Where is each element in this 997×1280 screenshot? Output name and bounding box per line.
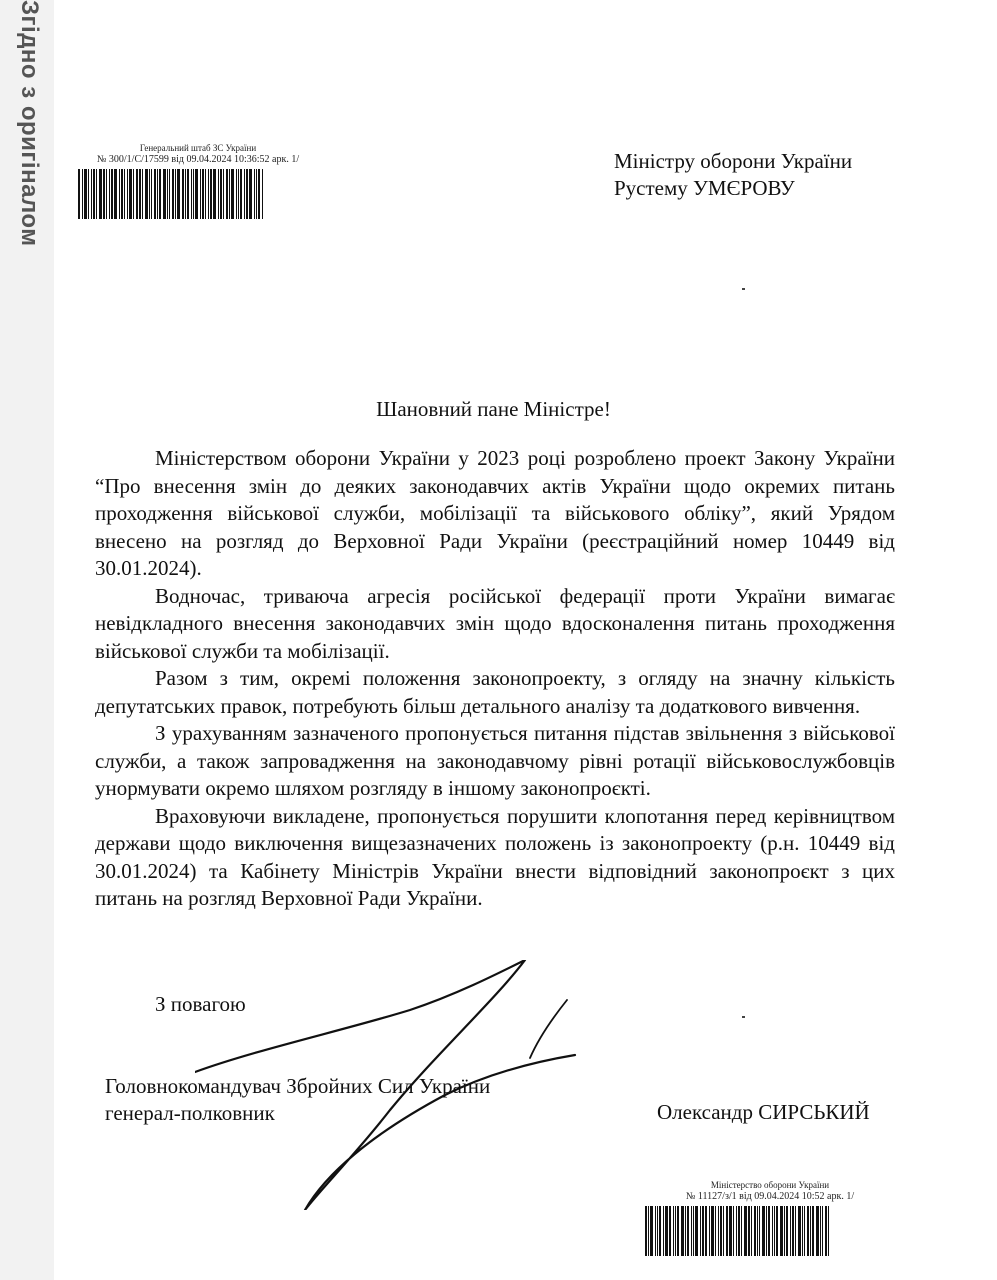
barcode-bar xyxy=(136,169,138,219)
barcode-bar xyxy=(786,1206,788,1256)
barcode-bar xyxy=(751,1206,752,1256)
barcode-bar xyxy=(99,169,102,219)
barcode-bar xyxy=(748,1206,750,1256)
barcode-bar xyxy=(220,169,222,219)
barcode-bar xyxy=(205,169,206,219)
barcode-bar xyxy=(96,169,97,219)
barcode-bar xyxy=(226,169,228,219)
barcode-bar xyxy=(84,169,87,219)
closing-regards: З повагою xyxy=(155,992,246,1016)
barcode-bar xyxy=(709,1206,710,1256)
barcode-icon xyxy=(78,169,318,219)
barcode-bar xyxy=(757,1206,758,1256)
barcode-bar xyxy=(790,1206,791,1256)
barcode-bar xyxy=(798,1206,801,1256)
barcode-bar xyxy=(729,1206,732,1256)
barcode-bar xyxy=(187,169,189,219)
paragraph: З урахуванням зазначеного пропонується питання підстав звільнення з військової служби, а також запровадження на законодавчому рівні ротації військовослужбовців унормувати окремо шляхом розгляду в іншому законопроєкті. xyxy=(95,721,895,800)
speck xyxy=(742,288,745,290)
barcode-bar xyxy=(650,1206,653,1256)
barcode-bar xyxy=(776,1206,778,1256)
signer-position-line-1: Головнокомандувач Збройних Сил України xyxy=(105,1074,491,1098)
speck xyxy=(742,1016,745,1018)
addressee-line-2: Рустему УМЄРОВУ xyxy=(614,176,795,200)
barcode-bar xyxy=(675,1206,676,1256)
barcode-bar xyxy=(804,1206,805,1256)
barcode-bar xyxy=(784,1206,785,1256)
barcode-bar xyxy=(246,169,248,219)
greeting: Шановний пане Міністре! xyxy=(376,397,611,421)
barcode-bar xyxy=(754,1206,756,1256)
barcode-bar xyxy=(218,169,219,219)
barcode-bar xyxy=(695,1206,698,1256)
barcode-bar xyxy=(726,1206,728,1256)
barcode-bar xyxy=(659,1206,661,1256)
barcode-bar xyxy=(665,1206,668,1256)
barcode-bar xyxy=(177,169,180,219)
barcode-bar xyxy=(119,169,120,219)
stamp-org: Генеральний штаб ЗС України xyxy=(139,143,257,153)
barcode-bar xyxy=(133,169,134,219)
barcode-bar xyxy=(167,169,168,219)
barcode-bar xyxy=(240,169,242,219)
letter-body xyxy=(95,445,895,913)
barcode-bar xyxy=(157,169,158,219)
barcode-bar xyxy=(142,169,143,219)
barcode-bar xyxy=(762,1206,765,1256)
barcode-bar xyxy=(711,1206,714,1256)
barcode-bar xyxy=(172,169,174,219)
barcode-bar xyxy=(149,169,150,219)
barcode-bar xyxy=(244,169,245,219)
barcode-bar xyxy=(691,1206,692,1256)
barcode-bar xyxy=(816,1206,819,1256)
barcode-bar xyxy=(229,169,230,219)
barcode-bar xyxy=(645,1206,647,1256)
barcode-bar xyxy=(768,1206,770,1256)
barcode-bar xyxy=(238,169,239,219)
barcode-bar xyxy=(702,1206,704,1256)
barcode-bar xyxy=(685,1206,686,1256)
barcode-bar xyxy=(78,169,80,219)
barcode-bar xyxy=(182,169,184,219)
barcode-bar xyxy=(828,1206,829,1256)
barcode-bar xyxy=(109,169,110,219)
addressee-block xyxy=(614,148,914,202)
barcode-bar xyxy=(669,1206,671,1256)
barcode-bar xyxy=(780,1206,783,1256)
barcode-bar xyxy=(175,169,176,219)
barcode-bar xyxy=(93,169,95,219)
addressee-line-1: Міністру оборони України xyxy=(614,149,853,173)
barcode-bar xyxy=(151,169,152,219)
barcode-bar xyxy=(802,1206,803,1256)
barcode-bar xyxy=(693,1206,694,1256)
barcode-bar xyxy=(127,169,128,219)
barcode-bar xyxy=(163,169,166,219)
registration-stamp-bottom xyxy=(645,1180,895,1256)
barcode-bar xyxy=(700,1206,701,1256)
barcode-bar xyxy=(231,169,234,219)
barcode-bar xyxy=(744,1206,747,1256)
barcode-bar xyxy=(129,169,132,219)
barcode-bar xyxy=(254,169,255,219)
stamp-org: Міністерство оборони України xyxy=(710,1180,830,1190)
barcode-bar xyxy=(185,169,186,219)
barcode-bar xyxy=(202,169,204,219)
barcode-bar xyxy=(741,1206,742,1256)
side-strip xyxy=(0,0,54,1280)
barcode-bar xyxy=(208,169,209,219)
barcode-bar xyxy=(154,169,156,219)
barcode-bar xyxy=(191,169,192,219)
paragraph: Враховуючи викладене, пропонується порушити клопотання перед керівництвом держави щодо виключення вищезазначених положень із законопроекту (р.н. 10449 від 30.01.2024) та Кабінету Міністрів України внести відповідний законопроєкт з цих питань на розгляд Верховної Ради України. xyxy=(95,803,895,910)
barcode-bar xyxy=(200,169,201,219)
handwritten-signature xyxy=(195,960,595,1210)
barcode-bar xyxy=(213,169,216,219)
barcode-bar xyxy=(792,1206,794,1256)
barcode-bar xyxy=(82,169,83,219)
barcode-bar xyxy=(723,1206,724,1256)
barcode-icon xyxy=(645,1206,895,1256)
barcode-bar xyxy=(88,169,89,219)
barcode-bar xyxy=(715,1206,716,1256)
barcode-bar xyxy=(258,169,260,219)
paragraph: Водночас, триваюча агресія російської федерації проти України вимагає невідкладного внесення законодавчих змін щодо вдосконалення питань проходження військової служби та мобілізації. xyxy=(95,583,895,663)
barcode-bar xyxy=(145,169,148,219)
stamp-reg-number: № 300/1/С/17599 від 09.04.2024 10:36:52 арк. 1/ xyxy=(96,154,300,165)
barcode-bar xyxy=(825,1206,827,1256)
barcode-bar xyxy=(648,1206,649,1256)
barcode-bar xyxy=(759,1206,760,1256)
barcode-bar xyxy=(249,169,252,219)
barcode-bar xyxy=(812,1206,814,1256)
barcode-bar xyxy=(673,1206,674,1256)
barcode-bar xyxy=(106,169,107,219)
barcode-bar xyxy=(159,169,161,219)
barcode-bar xyxy=(736,1206,737,1256)
barcode-bar xyxy=(720,1206,722,1256)
barcode-bar xyxy=(766,1206,767,1256)
barcode-bar xyxy=(738,1206,740,1256)
barcode-bar xyxy=(657,1206,658,1256)
barcode-bar xyxy=(193,169,194,219)
barcode-bar xyxy=(705,1206,707,1256)
paragraph: Міністерством оборони України у 2023 році розроблено проект Закону України “Про внесення змін до деяких законодавчих актів України щодо окремих питань проходження військової служби, мобілізації та військового обліку”, який Урядом внесено на розгляд до Верховної Ради України (реєстраційний номер 10449 від 30.01.2024). xyxy=(95,446,895,580)
barcode-bar xyxy=(795,1206,796,1256)
barcode-bar xyxy=(733,1206,734,1256)
barcode-bar xyxy=(103,169,105,219)
barcode-bar xyxy=(111,169,113,219)
barcode-bar xyxy=(810,1206,811,1256)
registration-stamp-top xyxy=(78,143,318,219)
barcode-bar xyxy=(681,1206,684,1256)
barcode-bar xyxy=(121,169,123,219)
stamp-reg-number: № 11127/з/1 від 09.04.2024 10:52 арк. 1/ xyxy=(685,1191,855,1202)
barcode-bar xyxy=(210,169,212,219)
barcode-bar xyxy=(820,1206,821,1256)
barcode-bar xyxy=(223,169,224,219)
barcode-bar xyxy=(663,1206,664,1256)
signer-position-line-2: генерал-полковник xyxy=(105,1101,275,1125)
barcode-bar xyxy=(256,169,257,219)
barcode-bar xyxy=(91,169,92,219)
barcode-bar xyxy=(772,1206,773,1256)
barcode-bar xyxy=(139,169,141,219)
barcode-bar xyxy=(718,1206,719,1256)
barcode-bar xyxy=(677,1206,679,1256)
barcode-bar xyxy=(236,169,237,219)
signer-name: Олександр СИРСЬКИЙ xyxy=(657,1100,870,1124)
barcode-bar xyxy=(774,1206,775,1256)
barcode-bar xyxy=(807,1206,809,1256)
barcode-bar xyxy=(822,1206,823,1256)
side-watermark: Згідно з оригіналом xyxy=(16,0,43,247)
barcode-bar xyxy=(262,169,263,219)
barcode-bar xyxy=(655,1206,656,1256)
barcode-bar xyxy=(195,169,198,219)
barcode-bar xyxy=(687,1206,689,1256)
barcode-bar xyxy=(124,169,125,219)
barcode-bar xyxy=(169,169,170,219)
barcode-bar xyxy=(114,169,117,219)
paragraph: Разом з тим, окремі положення законопроекту, з огляду на значну кількість депутатських правок, потребують більш детального аналізу та додаткового вивчення. xyxy=(95,666,895,718)
